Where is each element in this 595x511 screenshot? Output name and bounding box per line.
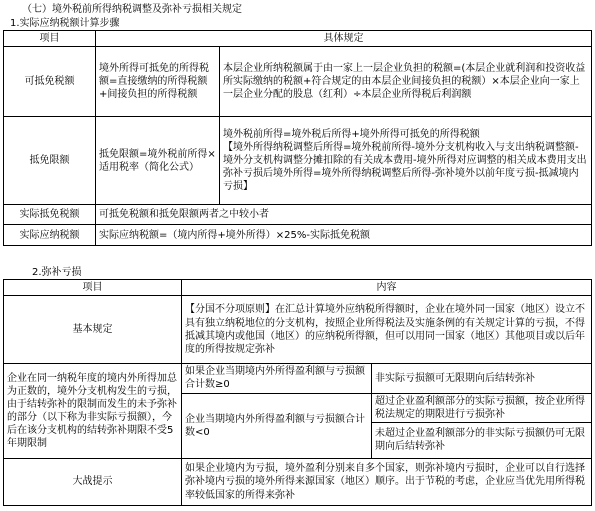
credit-limit-detail-line: 【境外所得纳税调整后所得=境外税前所得-境外分支机构收入与支出纳税调整额-境外分支机构调整分摊扣除的有关成本费用-境外所得对应调整的相关成本费用支出 bbox=[223, 141, 587, 167]
row-label-credit-limit: 抵免限额 bbox=[4, 117, 96, 205]
credit-limit-detail-line: 境外税前所得=境外税后所得+境外所得可抵免的所得税额 bbox=[223, 128, 480, 140]
creditable-tax-formula: 境外所得可抵免的所得税额=直接缴纳的所得税额+间接负担的所得税额 bbox=[96, 47, 220, 117]
tip-content: 如果企业境内为亏损，境外盈利分别来自多个国家，则弥补境内亏损时，企业可以自行选择弥补境内亏损的境外所得来源国家（地区）顺序。出于节税的考虑，企业应当优先用所得税率较低国家的所得来弥补 bbox=[182, 458, 592, 505]
header-detail: 具体规定 bbox=[96, 31, 592, 47]
credit-limit-detail bbox=[220, 117, 592, 205]
header-item: 项目 bbox=[4, 31, 96, 47]
creditable-tax-detail: 本层企业所纳税额属于由一家上一层企业负担的税额=(本层企业就利润和投资收益所实际缴纳的税额+符合规定的由本层企业间接负担的税额）×本层企业向一家上一层企业分配的股息（红利）÷本层企业所得税后利润额 bbox=[220, 47, 592, 117]
actual-payable-content: 实际应纳税额=（境内所得+境外所得）×25%-实际抵免税额 bbox=[96, 225, 592, 246]
row-label-actual-payable: 实际应纳税额 bbox=[4, 225, 96, 246]
header-content: 内容 bbox=[182, 280, 592, 296]
section-title: （七）境外税前所得纳税调整及弥补亏损相关规定 bbox=[22, 4, 242, 15]
actual-credit-content: 可抵免税额和抵免限额两者之中较小者 bbox=[96, 205, 592, 225]
row-label-tip: 大战提示 bbox=[4, 458, 182, 505]
row-label-creditable-tax: 可抵免税额 bbox=[4, 47, 96, 117]
credit-limit-detail-line: 弥补亏损后境外所得=境外所得纳税调整后所得-弥补境外以前年度亏损-抵减境内亏损】 bbox=[223, 168, 579, 193]
case-sum-negative: 企业当期境内外所得盈利额与亏损额合计数<0 bbox=[182, 393, 372, 458]
subsection-1-title: 1.实际应纳税额计算步骤 bbox=[10, 18, 120, 29]
case-sum-negative-result-b: 未超过企业盈利额部分的非实际亏损额仍可无限期向后结转弥补 bbox=[372, 422, 592, 458]
tax-calculation-table bbox=[3, 30, 592, 246]
case-sum-negative-result-a: 超过企业盈利额部分的实际亏损额，按企业所得税法规定的期限进行亏损弥补 bbox=[372, 393, 592, 422]
basic-rule-content: 【分国不分项原则】在汇总计算境外应纳税所得额时，企业在境外同一国家（地区）设立不具有独立纳税地位的分支机构，按照企业所得税法及实施条例的有关规定计算的亏损，不得抵减其境内或他国（地区）的应纳税所得额，但可以用同一国家（地区）其他项目或以后年度的所得按规定弥补 bbox=[182, 296, 592, 364]
row-label-basic-rule: 基本规定 bbox=[4, 296, 182, 364]
loss-offset-table bbox=[3, 279, 592, 506]
row-label-actual-credit: 实际抵免税额 bbox=[4, 205, 96, 225]
subsection-2-title: 2.弥补亏损 bbox=[32, 267, 82, 278]
case-sum-nonnegative: 如果企业当期境内外所得盈利额与亏损额合计数≥0 bbox=[182, 364, 372, 393]
branch-loss-rule: 企业在同一纳税年度的境内外所得加总为正数的，境外分支机构发生的亏损，由于结转弥补的限制而发生的未予弥补的部分（以下称为非实际亏损额），今后在该分支机构的结转弥补期限不受5年期限制 bbox=[4, 364, 182, 459]
header-item: 项目 bbox=[4, 280, 182, 296]
case-sum-nonnegative-result: 非实际亏损额可无限期向后结转弥补 bbox=[372, 364, 592, 393]
credit-limit-formula: 抵免限额=境外税前所得×适用税率（简化公式） bbox=[96, 117, 220, 205]
